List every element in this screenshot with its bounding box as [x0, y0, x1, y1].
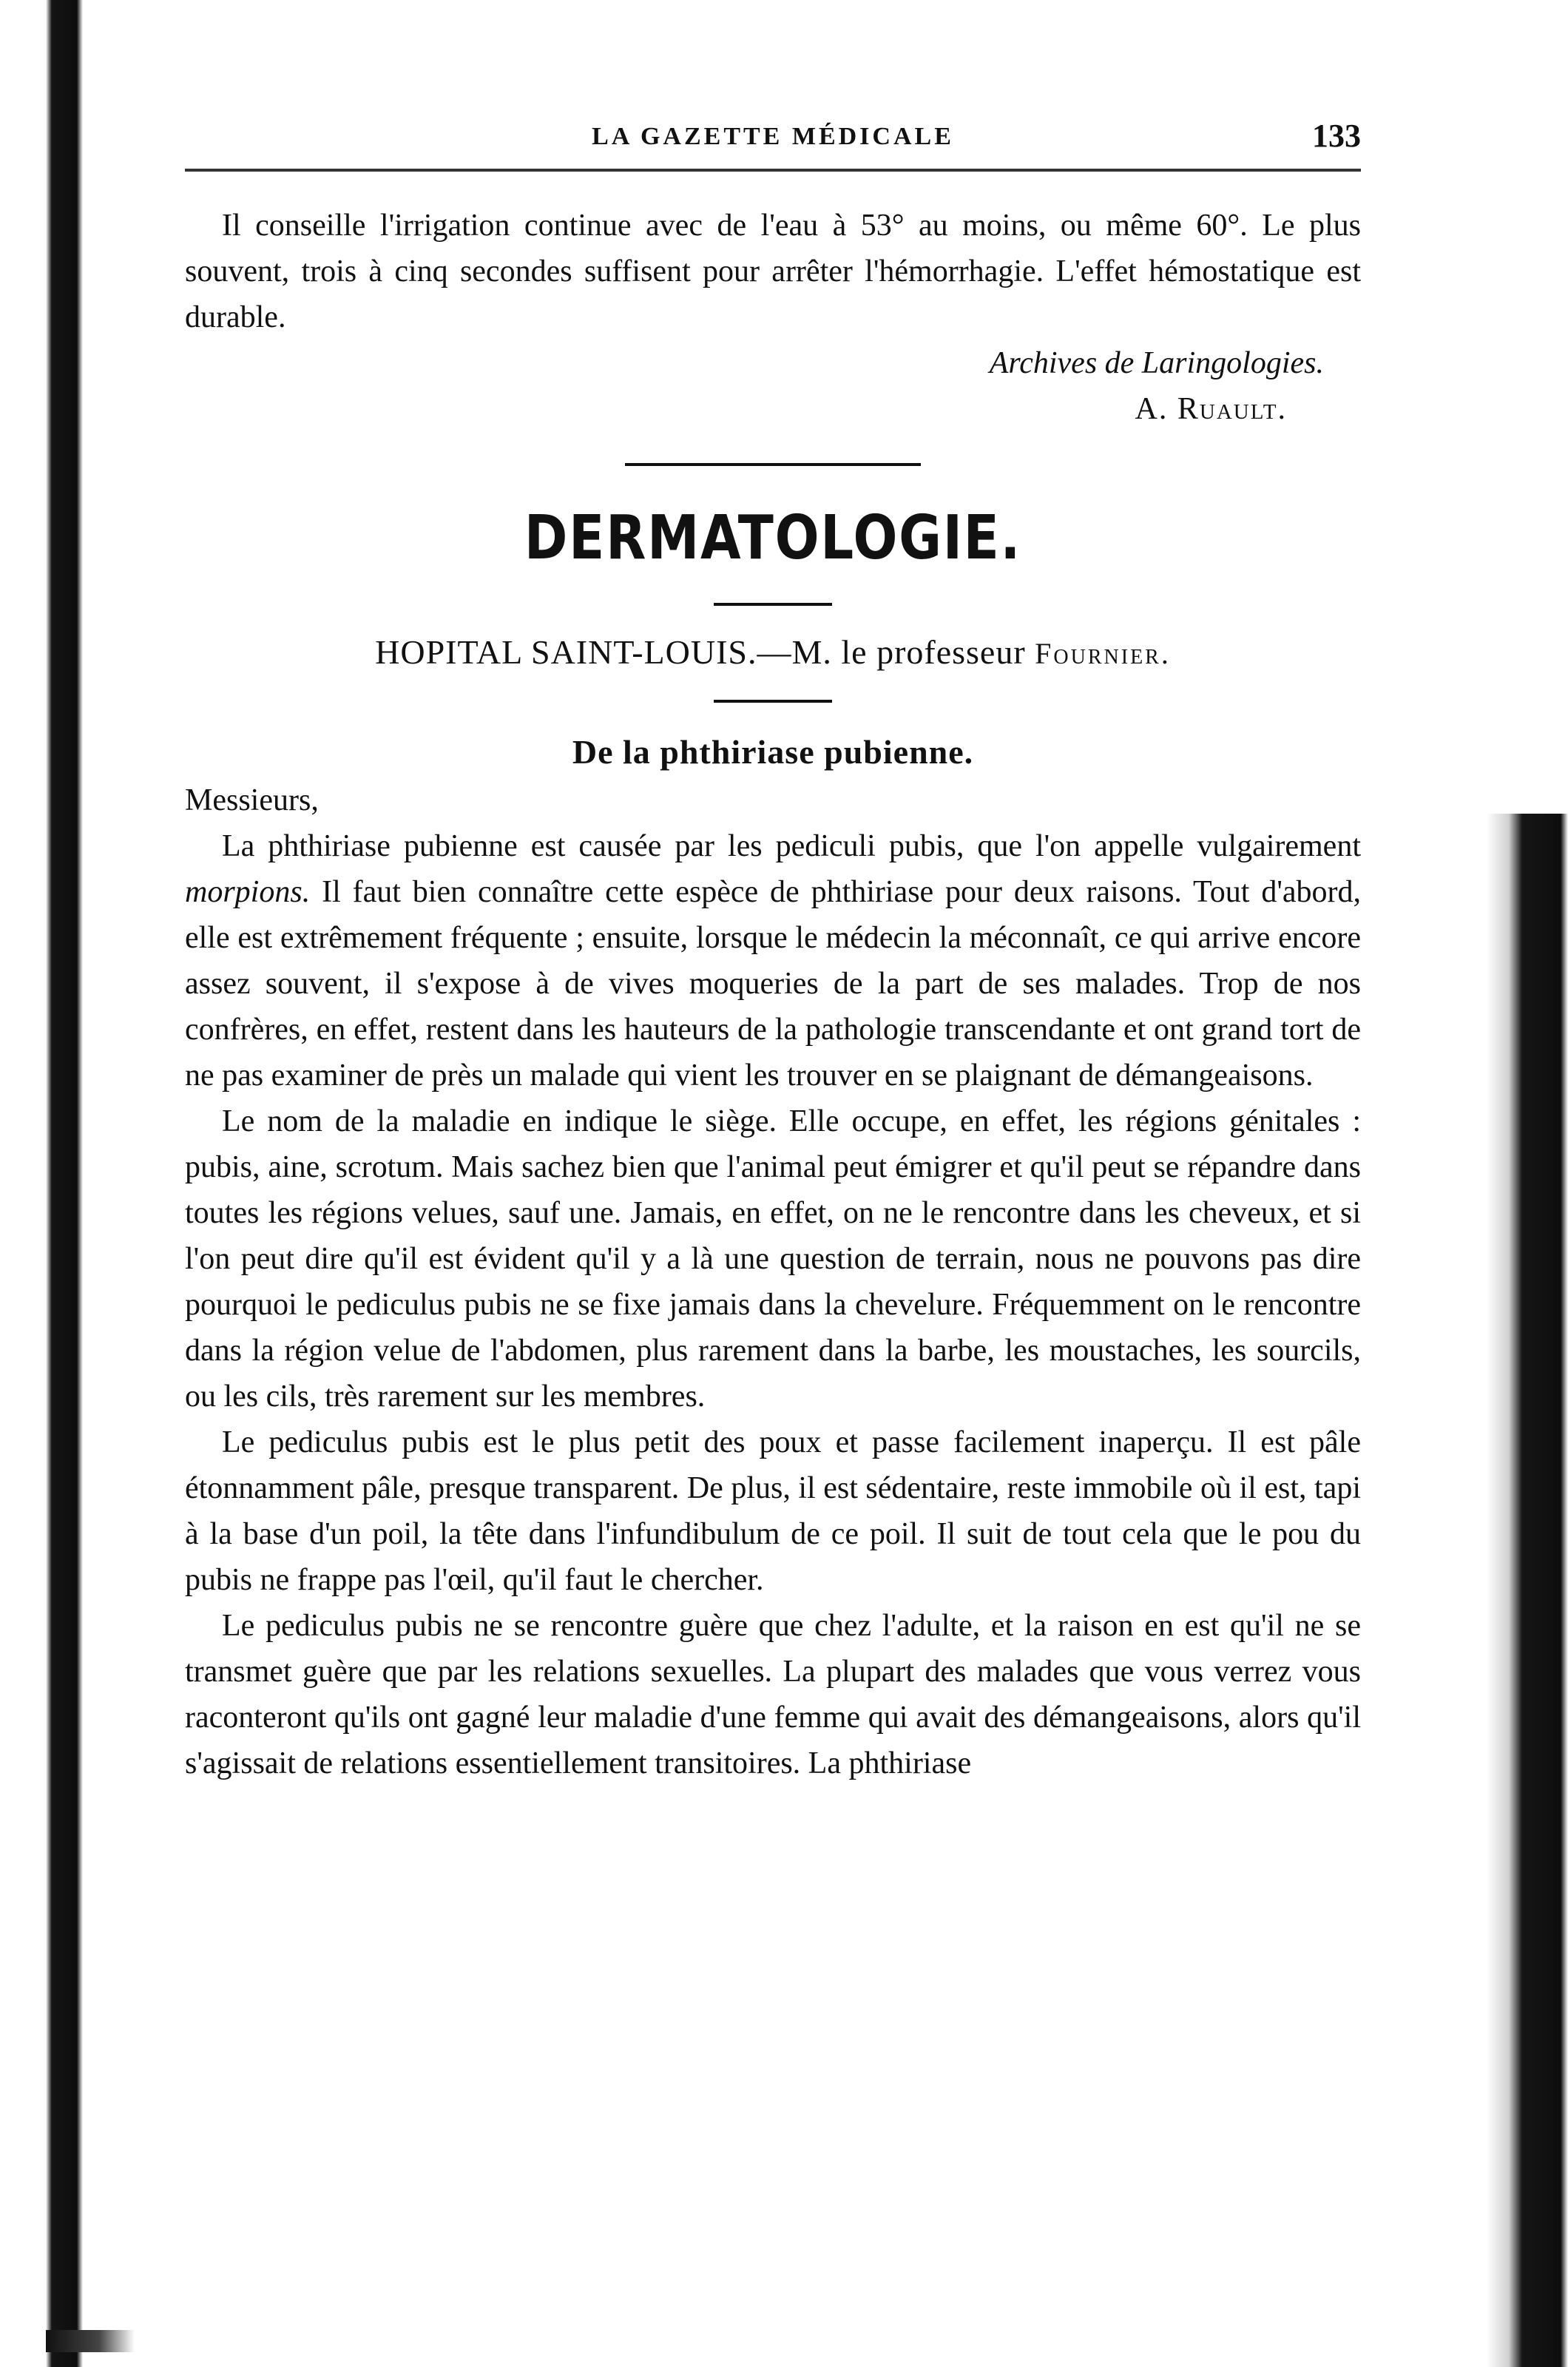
article-title: De la phthiriase pubienne. [572, 733, 974, 771]
paragraph-1 [185, 823, 1361, 1098]
scan-left-margin-shadow [0, 0, 83, 2367]
section-title-rule [714, 603, 832, 606]
hospital-line [185, 632, 1361, 672]
page-number: 133 [1312, 118, 1361, 154]
paragraph-1-start: La phthiriase pubienne est causée par les pediculi pubis, que l'on appelle vulgairement [222, 829, 1361, 863]
page [185, 104, 1361, 1786]
previous-article-source: Archives de Laringologies. [989, 346, 1324, 380]
paragraph-2: Le nom de la maladie en indique le siège. Elle occupe, en effet, les régions génitales : pubis, aine, scrotum. Mais sachez bien que l'animal peut émigrer et qu'il peut se répandre dans toutes les régions velues, sauf une. Jamais, en effet, on ne le rencontre dans les cheveux, et si l'on peut dire qu'il est évident qu'il y a là une question de terrain, nous ne pouvons pas dire pourquoi le pediculus pubis ne se fixe jamais dans la chevelure. Fréquemment on le rencontre dans la région velue de l'abdomen, plus rarement dans la barbe, les moustaches, les sourcils, ou les cils, très rarement sur les membres. [185, 1104, 1361, 1414]
paragraph-1-end: Il faut bien connaître cette espèce de phthiriase pour deux raisons. Tout d'abord, elle est extrêmement fréquente ; ensuite, lorsque le médecin la méconnaît, ce qui arrive encore assez souvent, il s'expose à de vives moqueries de la part de ses malades. Trop de nos confrères, en effet, restent dans les hauteurs de la pathologie transcendante et ont grand tort de ne pas examiner de près un malade qui vient les trouver en se plaignant de démangeaisons. [185, 875, 1362, 1093]
previous-article-text: Il conseille l'irrigation continue avec de l'eau à 53° au moins, ou même 60°. Le plus souvent, trois à cinq secondes suffisent pour arrêter l'hémorrhagie. L'effet hémostatique est durable. [185, 209, 1361, 334]
scan-left-corner-mark [46, 2330, 135, 2352]
paragraph-3: Le pediculus pubis est le plus petit des poux et passe facilement inaperçu. Il est pâle étonnamment pâle, presque transparent. De plus, il est sédentaire, reste immobile où il est, tapi à la base d'un poil, la tête dans l'infundibulum de ce poil. Il suit de tout cela que le pou du pubis ne frappe pas l'œil, qu'il faut le chercher. [185, 1425, 1361, 1597]
professor-name: Fournier. [1035, 637, 1171, 670]
journal-title: LA GAZETTE MÉDICALE [592, 123, 954, 150]
paragraph-1-term: morpions. [185, 875, 311, 909]
hospital-rule [714, 700, 832, 703]
previous-article-author: A. Ruault. [1135, 392, 1287, 426]
salutation: Messieurs, [185, 783, 319, 817]
section-divider [625, 463, 921, 466]
scan-right-margin-shadow [1487, 814, 1568, 2367]
section-title: DERMATOLOGIE. [524, 503, 1022, 573]
running-head [185, 104, 1361, 163]
paragraph-4: Le pediculus pubis ne se rencontre guère que chez l'adulte, et la raison en est qu'il ne se transmet guère que par les relations sexuelles. La plupart des malades que vous verrez vous raconteront qu'ils ont gagné leur maladie d'une femme qui avait des démangeaisons, alors qu'il s'agissait de relations essentiellement transitoires. La phthiriase [185, 1609, 1361, 1780]
hospital-main: HOPITAL SAINT-LOUIS.—M. le professeur [375, 633, 1026, 671]
header-rule [185, 169, 1361, 172]
